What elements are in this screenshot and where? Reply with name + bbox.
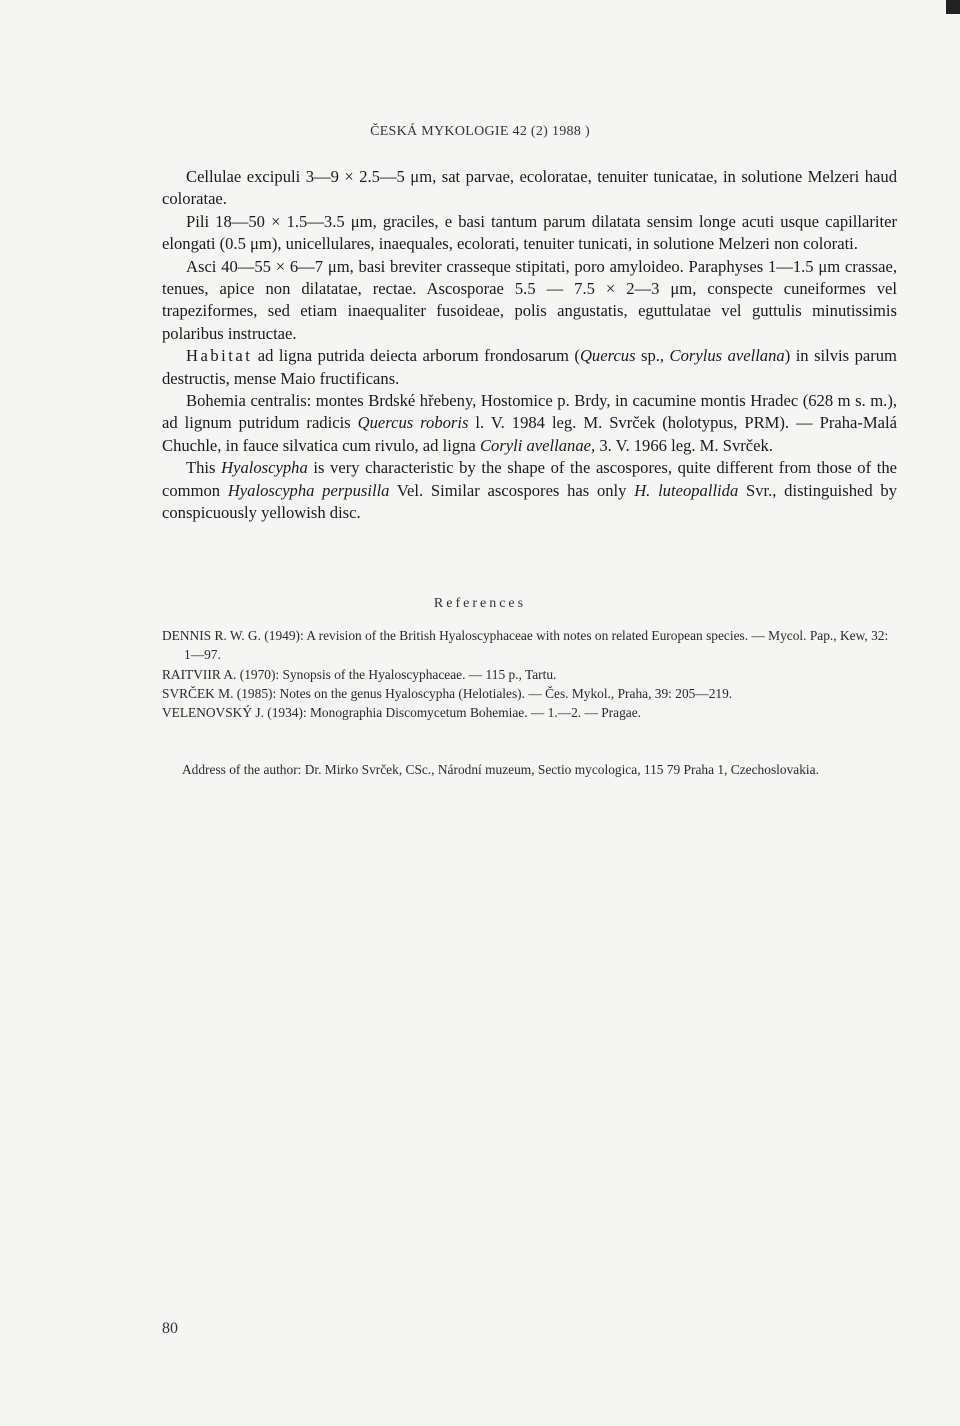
body-text xyxy=(162,166,897,525)
reference-item: DENNIS R. W. G. (1949): A revision of the British Hyaloscyphaceae with notes on related European species. — Mycol. Pap., Kew, 32: 1—97. xyxy=(162,628,889,663)
references-list xyxy=(162,626,897,722)
paragraph-discussion: This Hyaloscypha is very characteristic by the shape of the ascospores, quite different from those of the common Hyaloscypha perpusilla Vel. Similar ascospores has only H. luteopallida Svr., distinguished by conspicuously yellowish disc. xyxy=(162,458,897,523)
corner-mark xyxy=(946,0,960,14)
paragraph-habitat: Habitat ad ligna putrida deiecta arborum frondosarum (Quercus sp., Corylus avellana) in silvis parum destructis, mense Maio fructificans. xyxy=(162,346,897,388)
reference-item: RAITVIIR A. (1970): Synopsis of the Hyaloscyphaceae. — 115 p., Tartu. xyxy=(162,666,557,682)
references-heading: References xyxy=(433,596,527,611)
paragraph-excipulum: Cellulae excipuli 3—9 × 2.5—5 μm, sat parvae, ecoloratae, tenuiter tunicatae, in solutione Melzeri haud coloratae. xyxy=(162,167,897,209)
running-header: ČESKÁ MYKOLOGIE 42 (2) 1988 ) xyxy=(370,124,590,139)
author-address: Address of the author: Dr. Mirko Svrček, CSc., Národní muzeum, Sectio mycologica, 115 79 Praha 1, Czechoslovakia. xyxy=(182,762,819,777)
paragraph-bohemia: Bohemia centralis: montes Brdské hřebeny, Hostomice p. Brdy, in cacumine montis Hradec (628 m s. m.), ad lignum putridum radicis Quercus roboris l. V. 1984 leg. M. Svrček (holotypus, PRM). — Praha-Malá Chuchle, in fauce silvatica cum rivulo, ad ligna Coryli avellanae, 3. V. 1966 leg. M. Svrček. xyxy=(162,391,897,455)
page-number: 80 xyxy=(162,1320,178,1337)
paragraph-pili: Pili 18—50 × 1.5—3.5 μm, graciles, e basi tantum parum dilatata sensim longe acuti usque capillariter elongati (0.5 μm), unicellulares, inaequales, ecolorati, tenuiter tunicati, in solutione Melzeri non colorati. xyxy=(162,211,897,254)
reference-item: SVRČEK M. (1985): Notes on the genus Hyaloscypha (Helotiales). — Čes. Mykol., Praha, 39: 205—219. xyxy=(162,685,733,701)
reference-item: VELENOVSKÝ J. (1934): Monographia Discomycetum Bohemiae. — 1.—2. — Pragae. xyxy=(162,705,642,721)
paragraph-asci: Asci 40—55 × 6—7 μm, basi breviter crasseque stipitati, poro amyloideo. Paraphyses 1—1.5 μm crassae, tenues, apice non dilatatae, rectae. Ascosporae 5.5 — 7.5 × 2—3 μm, conspecte cuneiformes vel trapeziformes, sed etiam inaequaliter fusoideae, polis angustatis, eguttulatae vel guttulis minutissimis polaribus instructae. xyxy=(162,256,897,343)
habitat-label: Habitat xyxy=(186,346,253,366)
